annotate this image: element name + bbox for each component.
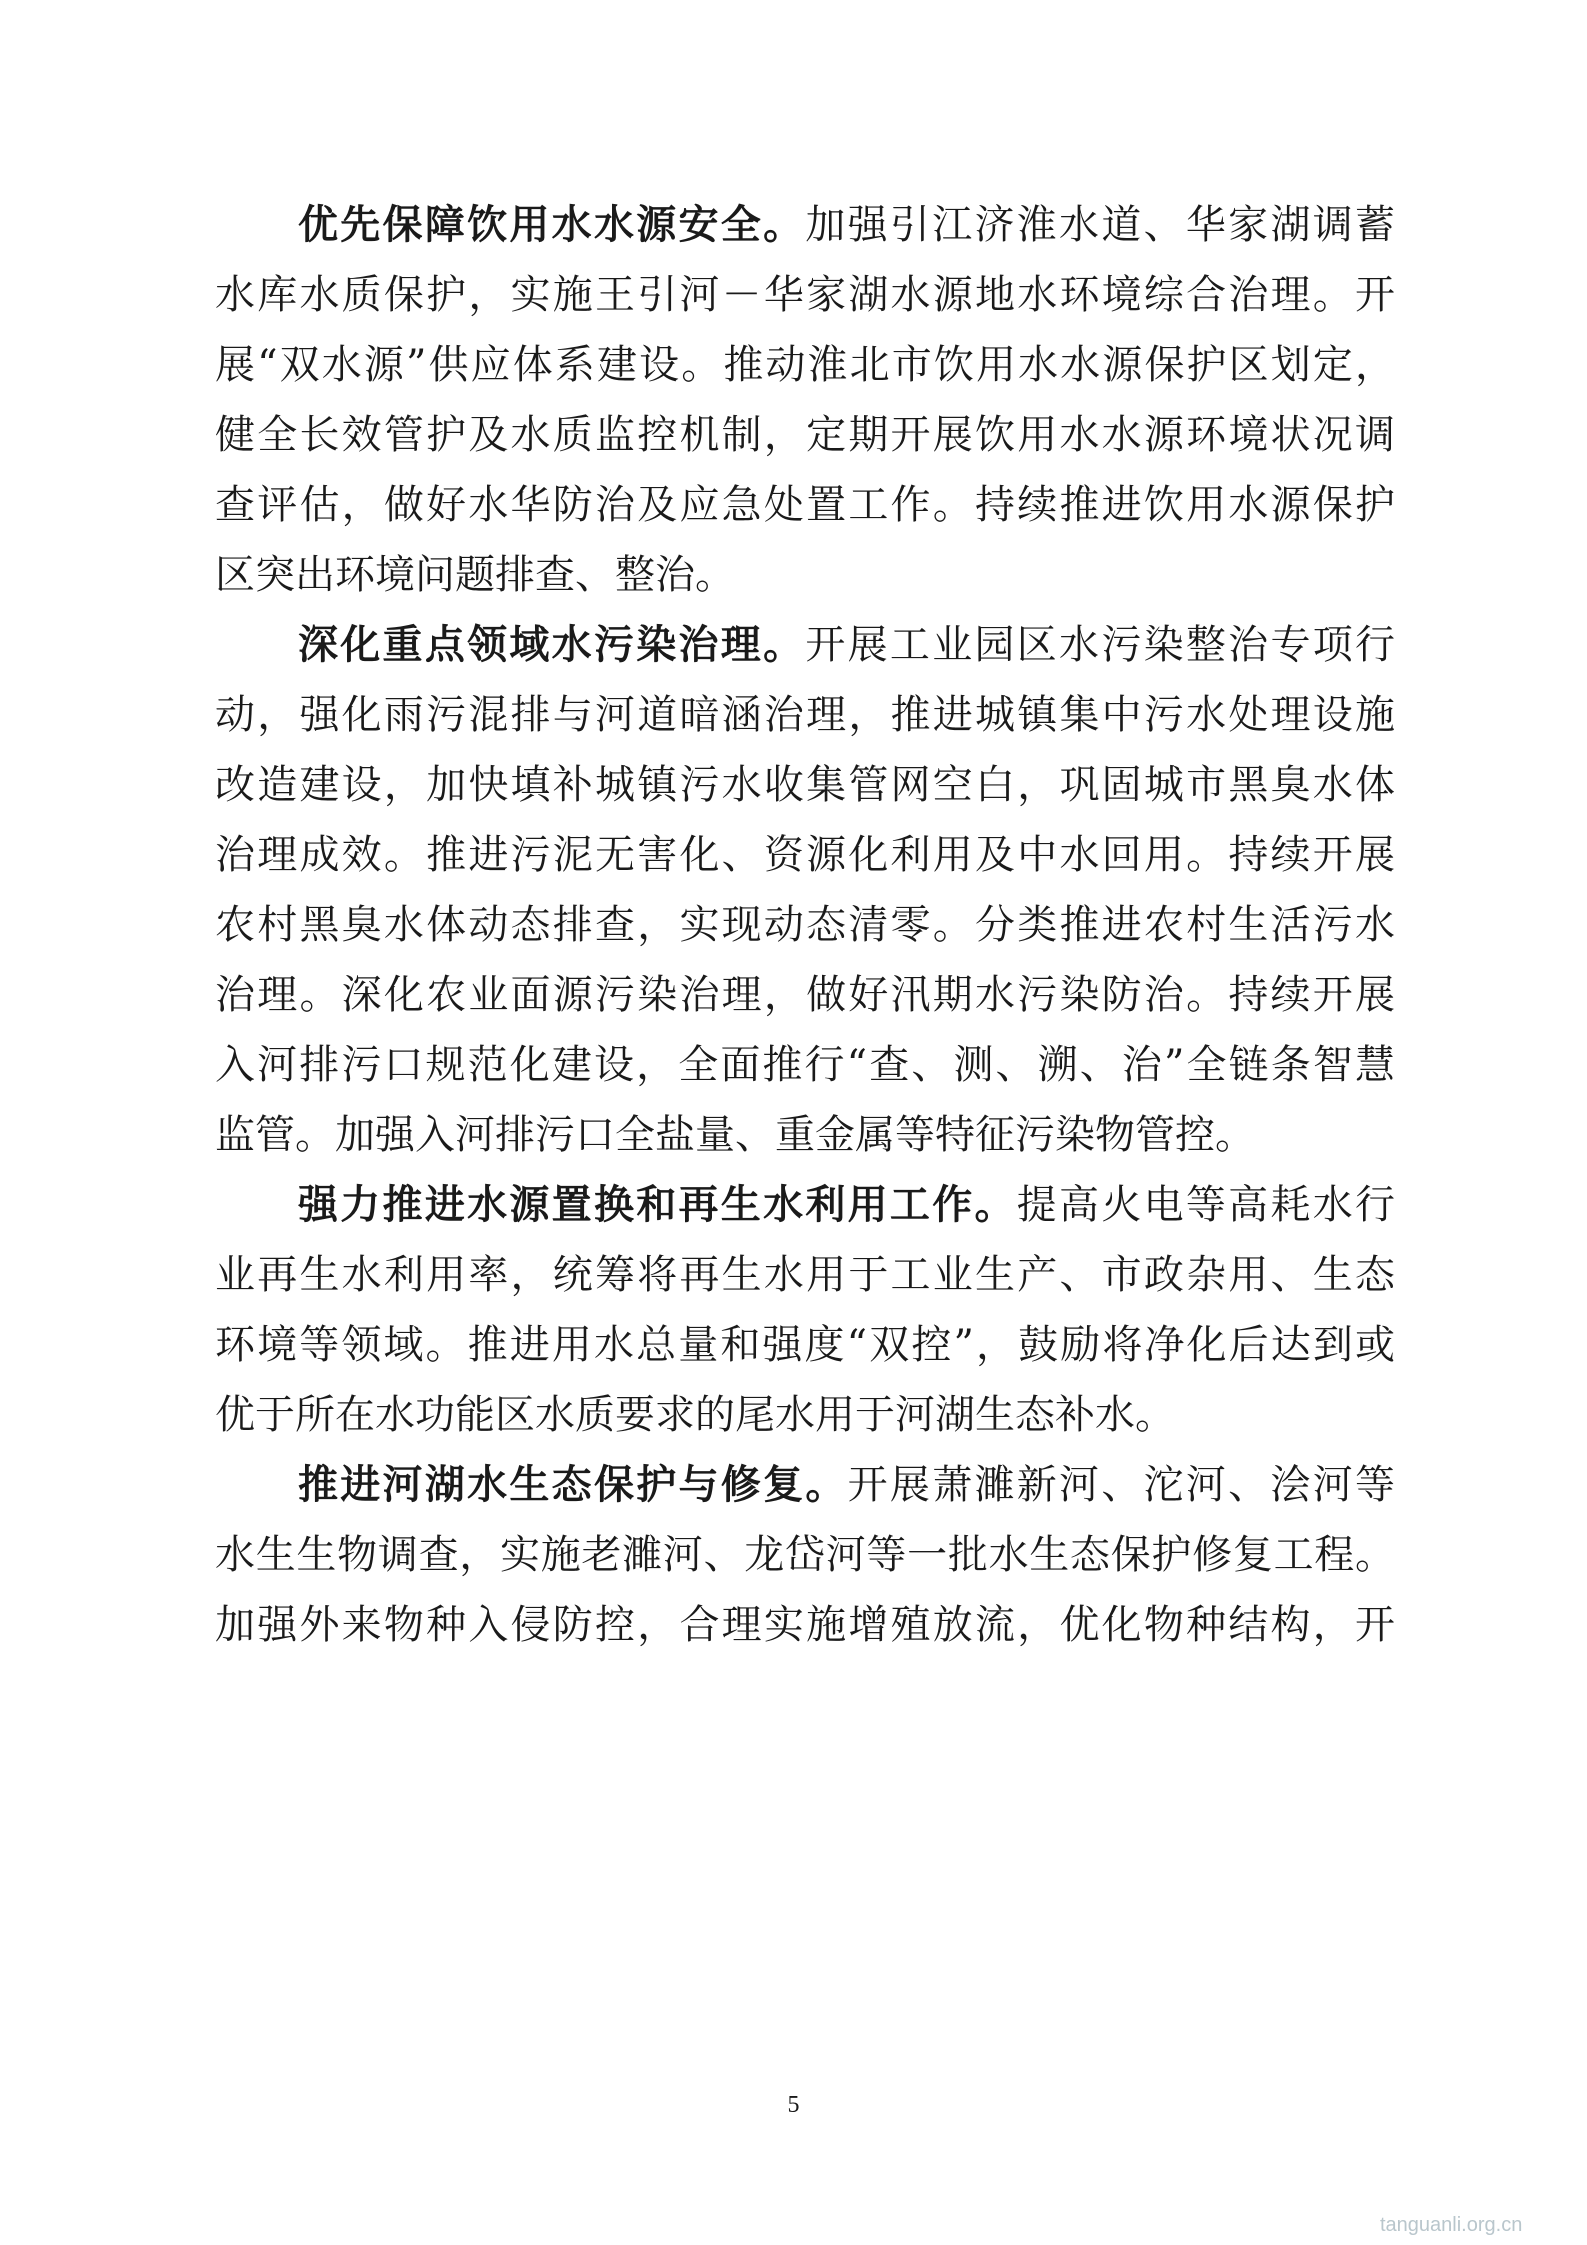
paragraph-heading: 强力推进水源置换和再生水利用工作。 — [298, 1182, 1017, 1228]
paragraph-line: 监管。加强入河排污口全盐量、重金属等特征污染物管控。 — [215, 1112, 1255, 1158]
page-number: 5 — [787, 2092, 800, 2118]
watermark: tanguanli.org.cn — [1380, 2214, 1523, 2236]
paragraph-line: 水库水质保护，实施王引河－华家湖水源地水环境综合治理。开 — [215, 272, 1395, 318]
paragraph-line: 优于所在水功能区水质要求的尾水用于河湖生态补水。 — [215, 1392, 1175, 1438]
paragraph-line: 区突出环境问题排查、整治。 — [215, 552, 735, 598]
paragraph-line: 水生生物调查，实施老濉河、龙岱河等一批水生态保护修复工程。 — [215, 1532, 1395, 1578]
paragraph-line: 展“双水源”供应体系建设。推动淮北市饮用水水源保护区划定， — [215, 342, 1395, 388]
paragraph-line: 改造建设，加快填补城镇污水收集管网空白，巩固城市黑臭水体 — [215, 762, 1395, 808]
paragraph-line: 深化重点领域水污染治理。开展工业园区水污染整治专项行 — [298, 622, 1395, 668]
paragraph-line: 优先保障饮用水水源安全。加强引江济淮水道、华家湖调蓄 — [298, 202, 1395, 248]
paragraph-heading: 推进河湖水生态保护与修复。 — [298, 1462, 848, 1508]
paragraph-line: 业再生水利用率，统筹将再生水用于工业生产、市政杂用、生态 — [215, 1252, 1395, 1298]
paragraph-line: 动，强化雨污混排与河道暗涵治理，推进城镇集中污水处理设施 — [215, 692, 1395, 738]
paragraph-line: 推进河湖水生态保护与修复。开展萧濉新河、沱河、浍河等 — [298, 1462, 1395, 1508]
paragraph-heading: 优先保障饮用水水源安全。 — [298, 202, 806, 248]
paragraph-line: 健全长效管护及水质监控机制，定期开展饮用水水源环境状况调 — [215, 412, 1395, 458]
paragraph-line: 环境等领域。推进用水总量和强度“双控”，鼓励将净化后达到或 — [215, 1322, 1395, 1368]
paragraph-line: 治理成效。推进污泥无害化、资源化利用及中水回用。持续开展 — [215, 832, 1395, 878]
paragraph-line: 加强外来物种入侵防控，合理实施增殖放流，优化物种结构，开 — [215, 1602, 1395, 1648]
paragraph-line: 强力推进水源置换和再生水利用工作。提高火电等高耗水行 — [298, 1182, 1395, 1228]
paragraph-line: 入河排污口规范化建设，全面推行“查、测、溯、治”全链条智慧 — [215, 1042, 1395, 1088]
paragraph-line: 治理。深化农业面源污染治理，做好汛期水污染防治。持续开展 — [215, 972, 1395, 1018]
paragraph-line: 查评估，做好水华防治及应急处置工作。持续推进饮用水源保护 — [215, 482, 1395, 528]
paragraph-heading: 深化重点领域水污染治理。 — [298, 622, 806, 668]
paragraph-line: 农村黑臭水体动态排查，实现动态清零。分类推进农村生活污水 — [215, 902, 1395, 948]
